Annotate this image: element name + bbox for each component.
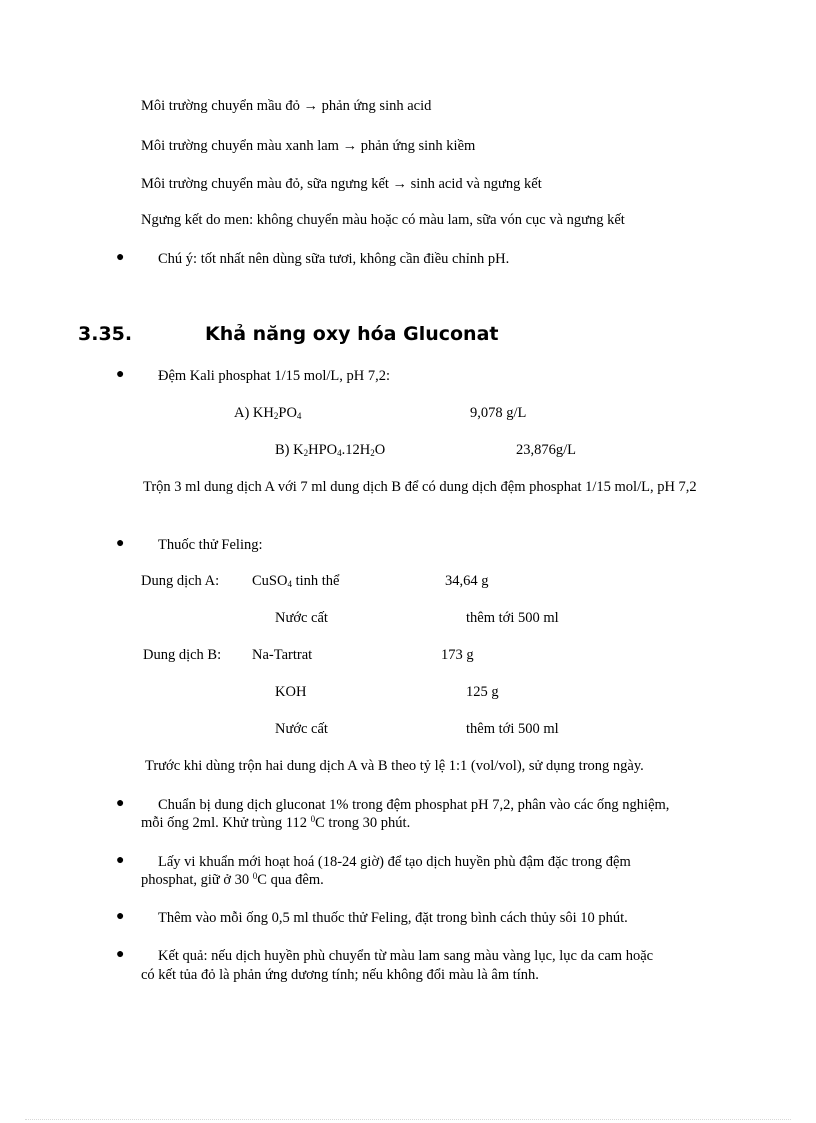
reaction-alkali-line: Môi trường chuyển màu xanh lam → phản ứng sinh kiềm <box>141 138 476 154</box>
feling-solution-a-item1-amount: 34,64 g <box>445 573 489 589</box>
buffer-solution-b: B) $K_2HPO_4.12H_2O$ <box>275 442 386 458</box>
step2-line2: phosphat, giữ ở 30 $^0$C qua đêm. <box>141 871 324 888</box>
bullet-icon: ● <box>116 853 125 868</box>
feling-title: Thuốc thử Feling: <box>158 537 263 553</box>
feling-usage: Trước khi dùng trộn hai dung dịch A và B theo tỷ lệ 1:1 (vol/vol), sử dụng trong ngày. <box>145 758 644 774</box>
bullet-icon: ● <box>116 796 125 811</box>
section-number: 3.35. <box>78 323 133 345</box>
feling-solution-b-item3: Nước cất <box>275 721 328 737</box>
feling-solution-b-item2: KOH <box>275 684 307 700</box>
feling-solution-b-item1-amount: 173 g <box>441 647 474 663</box>
buffer-intro: Đệm Kali phosphat 1/15 mol/L, pH 7,2: <box>158 368 390 384</box>
feling-solution-b-item1: Na-Tartrat <box>252 647 313 663</box>
feling-solution-b-label: Dung dịch B: <box>143 647 222 663</box>
reaction-enzyme-coagulation-line: Ngưng kết do men: không chuyển màu hoặc có màu lam, sữa vón cục và ngưng kết <box>141 212 625 228</box>
section-title: Khả năng oxy hóa Gluconat <box>205 323 499 345</box>
note-line: Chú ý: tốt nhất nên dùng sữa tươi, không cần điều chỉnh pH. <box>158 251 510 267</box>
bullet-icon: ● <box>116 367 125 382</box>
step3-line: Thêm vào mỗi ống 0,5 ml thuốc thử Feling, đặt trong bình cách thủy sôi 10 phút. <box>158 910 628 926</box>
step4-line1: Kết quả: nếu dịch huyền phù chuyển từ màu lam sang màu vàng lục, lục da cam hoặc <box>158 948 654 964</box>
step1-line2: mỗi ống 2ml. Khử trùng 112 $^0$C trong 30 phút. <box>141 814 411 831</box>
buffer-solution-a-amount: 9,078 g/L <box>470 405 527 421</box>
reaction-acid-coagulation-line: Môi trường chuyển màu đỏ, sữa ngưng kết → sinh acid và ngưng kết <box>141 176 542 192</box>
bullet-icon: ● <box>116 250 125 265</box>
feling-solution-a-label: Dung dịch A: <box>141 573 220 589</box>
feling-solution-b-item3-amount: thêm tới 500 ml <box>466 721 559 737</box>
reaction-acid-line: Môi trường chuyển mầu đỏ → phản ứng sinh acid <box>141 98 432 114</box>
bullet-icon: ● <box>116 947 125 962</box>
feling-solution-b-item2-amount: 125 g <box>466 684 499 700</box>
feling-solution-a-item2: Nước cất <box>275 610 328 626</box>
bullet-icon: ● <box>116 536 125 551</box>
bullet-icon: ● <box>116 909 125 924</box>
feling-solution-a-item2-amount: thêm tới 500 ml <box>466 610 559 626</box>
page-bottom-rule <box>25 1119 791 1120</box>
buffer-solution-a: A) $KH_2PO_4$ <box>234 405 302 421</box>
buffer-solution-b-amount: 23,876g/L <box>516 442 577 458</box>
step1-line1: Chuẩn bị dung dịch gluconat 1% trong đệm phosphat pH 7,2, phân vào các ống nghiệm, <box>158 797 670 813</box>
feling-solution-a-item1: CuSO$_4$ tinh thể <box>252 573 340 589</box>
step2-line1: Lấy vi khuẩn mới hoạt hoá (18-24 giờ) để tạo dịch huyền phù đậm đặc trong đệm <box>158 854 631 870</box>
buffer-mix-paragraph: Trộn 3 ml dung dịch A với 7 ml dung dịch B để có dung dịch đệm phosphat 1/15 mol/L, pH 7,2 <box>143 479 697 495</box>
step4-line2: có kết tủa đỏ là phản ứng dương tính; nếu không đổi màu là âm tính. <box>141 967 539 983</box>
